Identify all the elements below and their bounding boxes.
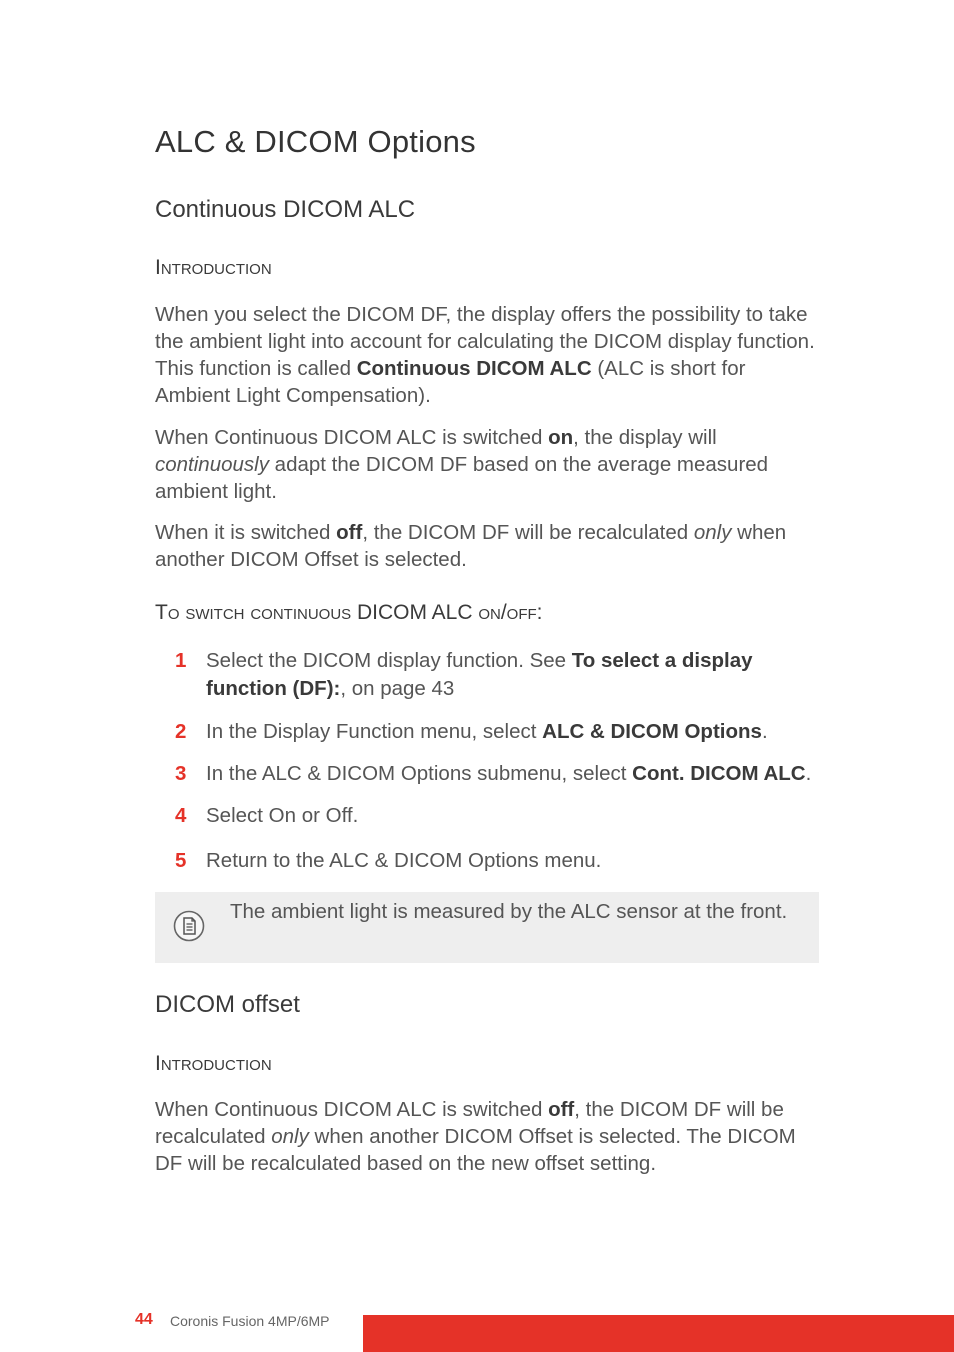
procedure-step xyxy=(175,760,815,788)
step-text: In the Display Function menu, select ALC & DICOM Options. xyxy=(206,720,768,743)
procedure-step xyxy=(175,847,815,875)
step-number: 4 xyxy=(175,804,187,827)
paragraph-offset-intro: When Continuous DICOM ALC is switched off, the DICOM DF will be recalculated only when another DICOM Offset is selected. The DICOM DF will be recalculated based on the new offset setting. xyxy=(155,1098,796,1175)
paragraph-intro-1: When you select the DICOM DF, the display offers the possibility to take the ambient light into account for calculating the DICOM display function. This function is called Continuous DICOM ALC (ALC is short for Ambient Light Compensation). xyxy=(155,303,815,407)
subheading-introduction: Introduction xyxy=(155,1052,272,1075)
note-document-icon xyxy=(173,910,205,942)
procedure-step xyxy=(175,718,815,746)
step-text: Select the DICOM display function. See To select a display function (DF):, on page 43 xyxy=(206,649,753,700)
page-number: 44 xyxy=(135,1311,153,1328)
procedure-heading: To switch continuous DICOM ALC on/off: xyxy=(155,601,543,624)
page-title: ALC & DICOM Options xyxy=(155,124,476,159)
footer-accent-bar xyxy=(363,1315,954,1352)
subheading-introduction: Introduction xyxy=(155,256,272,279)
paragraph-intro-3: When it is switched off, the DICOM DF will be recalculated only when another DICOM Offset is selected. xyxy=(155,521,787,571)
procedure-step xyxy=(175,647,815,703)
step-number: 5 xyxy=(175,849,187,872)
section-heading-dicom-offset: DICOM offset xyxy=(155,991,300,1018)
step-number: 2 xyxy=(175,720,187,743)
paragraph-intro-2: When Continuous DICOM ALC is switched on, the display will continuously adapt the DICOM DF based on the average measured ambient light. xyxy=(155,426,769,503)
step-text: Select On or Off. xyxy=(206,804,359,827)
step-text: Return to the ALC & DICOM Options menu. xyxy=(206,849,602,872)
footer-product-name: Coronis Fusion 4MP/6MP xyxy=(170,1313,330,1329)
step-number: 1 xyxy=(175,649,187,672)
note-text: The ambient light is measured by the ALC sensor at the front. xyxy=(230,900,788,923)
section-heading-continuous-dicom-alc: Continuous DICOM ALC xyxy=(155,196,416,223)
step-number: 3 xyxy=(175,762,187,785)
procedure-step xyxy=(175,802,815,830)
step-text: In the ALC & DICOM Options submenu, select Cont. DICOM ALC. xyxy=(206,762,812,785)
